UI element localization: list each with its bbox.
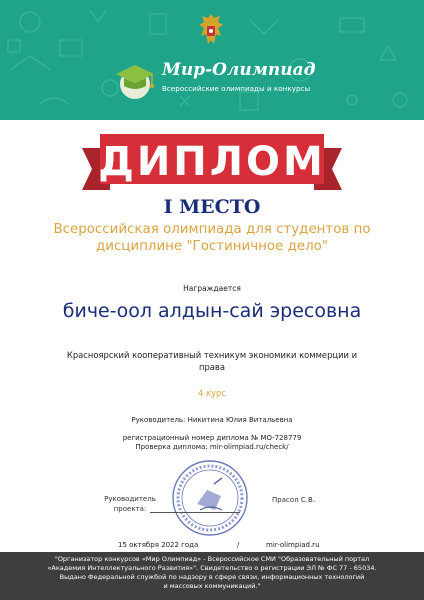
- signer-name: Прасол С.В.: [272, 496, 315, 504]
- site-address: mir-olimpiad.ru: [266, 541, 320, 549]
- school-line-2: права: [199, 362, 225, 372]
- school-line-1: Красноярский кооперативный техникум экономики коммерции и: [66, 350, 358, 360]
- footer-line-3: Выдано Федеральной службой по надзору в сфере связи, информационных технологий: [59, 573, 365, 581]
- course-label: 4 курс: [198, 388, 226, 398]
- header-banner: [0, 0, 424, 120]
- official-stamp-icon: [170, 458, 250, 538]
- check-link: Проверка диплома: mir-olimpiad.ru/check/: [135, 443, 289, 451]
- footer-line-1: "Организатор конкурсов «Мир Олимпиад» - Всероссийское СМИ "Образовательный портал: [54, 555, 370, 563]
- brand-title: Мир-Олимпиад: [162, 60, 316, 80]
- registration-number: регистрационный номер диплома № МО-728779: [122, 434, 302, 442]
- issue-date: 15 октября 2022 года: [118, 541, 199, 549]
- footer-line-4: и массовых коммуникаций.": [163, 582, 261, 590]
- place-heading: I МЕСТО: [163, 196, 261, 218]
- footer-text: [14, 555, 410, 591]
- graduation-cap-icon: [112, 60, 158, 100]
- signature-line: [150, 512, 240, 513]
- school-name: [58, 349, 366, 373]
- brand-logo: [110, 58, 320, 104]
- footer-line-2: «Академия Интеллектуального Развития»". Свидетельство о регистрации ЭЛ № ФС 77 - 65034.: [47, 564, 377, 572]
- footer-band: [0, 552, 424, 600]
- date-separator: /: [237, 541, 240, 549]
- awarded-label: Награждается: [183, 284, 241, 293]
- project-head-line-1: Руководитель: [104, 495, 156, 503]
- diploma-title: ДИПЛОМ: [98, 139, 326, 185]
- project-head-label: [100, 494, 160, 514]
- project-head-line-2: проекта:: [113, 505, 147, 513]
- brand-subtitle: Всероссийские олимпиады и конкурсы: [162, 84, 311, 93]
- olympiad-name: [40, 221, 384, 255]
- olympiad-line-1: Всероссийская олимпиада для студентов по: [53, 222, 371, 237]
- olympiad-line-2: дисциплине "Гостиничное дело": [95, 239, 328, 254]
- coat-of-arms-icon: [196, 12, 226, 50]
- student-name: биче-оол алдын-сай эресовна: [62, 300, 362, 322]
- supervisor-text: Руководитель: Никитина Юлия Витальевна: [131, 416, 293, 424]
